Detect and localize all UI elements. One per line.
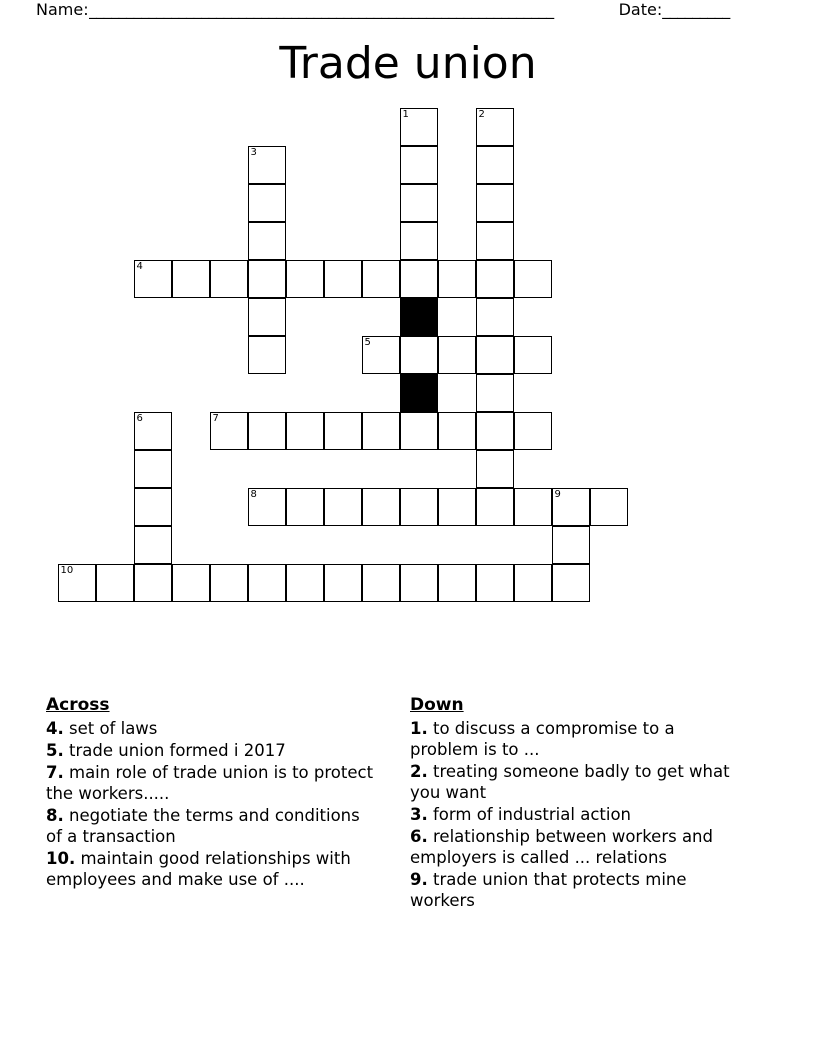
name-date-header [36, 0, 780, 28]
grid-cell[interactable] [514, 260, 552, 298]
grid-cell[interactable] [476, 184, 514, 222]
grid-cell[interactable] [590, 488, 628, 526]
grid-cell[interactable] [172, 564, 210, 602]
grid-cell[interactable] [286, 412, 324, 450]
crossword-grid-area [0, 108, 816, 668]
grid-cell[interactable] [476, 146, 514, 184]
clue-number: 9. [410, 870, 428, 889]
grid-cell[interactable] [248, 488, 286, 526]
grid-cell[interactable] [134, 450, 172, 488]
grid-cell[interactable] [476, 108, 514, 146]
grid-cell[interactable] [476, 336, 514, 374]
clue-across-7 [46, 762, 376, 804]
grid-cell[interactable] [286, 260, 324, 298]
clue-text: set of laws [69, 719, 158, 738]
grid-cell[interactable] [248, 336, 286, 374]
grid-cell-number: 4 [136, 261, 143, 272]
grid-cell[interactable] [400, 108, 438, 146]
grid-cell[interactable] [400, 412, 438, 450]
grid-cell-number: 5 [364, 337, 371, 348]
grid-cell-number: 3 [250, 147, 257, 158]
grid-cell[interactable] [324, 260, 362, 298]
across-heading: Across [46, 695, 110, 715]
clue-number: 8. [46, 806, 64, 825]
clue-text: relationship between workers and employers is called ... relations [410, 827, 713, 867]
grid-cell[interactable] [172, 260, 210, 298]
clue-text: main role of trade union is to protect the workers..... [46, 763, 374, 803]
clue-across-5 [46, 740, 376, 761]
grid-cell[interactable] [400, 488, 438, 526]
clue-number: 5. [46, 741, 64, 760]
grid-cell[interactable] [400, 184, 438, 222]
clue-down-3 [410, 804, 740, 825]
grid-cell[interactable] [362, 412, 400, 450]
grid-cell[interactable] [324, 488, 362, 526]
clue-text: to discuss a compromise to a problem is to ... [410, 719, 675, 759]
clue-number: 4. [46, 719, 64, 738]
grid-cell[interactable] [248, 222, 286, 260]
grid-cell[interactable] [362, 336, 400, 374]
grid-cell[interactable] [400, 222, 438, 260]
grid-cell[interactable] [514, 412, 552, 450]
grid-cell[interactable] [438, 488, 476, 526]
clue-down-9 [410, 869, 740, 911]
clues-section [46, 695, 786, 912]
grid-cell[interactable] [476, 222, 514, 260]
grid-cell[interactable] [476, 450, 514, 488]
clue-number: 3. [410, 805, 428, 824]
grid-cell[interactable] [324, 412, 362, 450]
date-label: Date: [618, 0, 663, 19]
clue-number: 1. [410, 719, 428, 738]
grid-block-cell [400, 374, 438, 412]
grid-cell[interactable] [324, 564, 362, 602]
clue-text: treating someone badly to get what you want [410, 762, 730, 802]
down-clues-column [410, 695, 740, 912]
page-title: Trade union [279, 38, 537, 89]
grid-cell[interactable] [400, 260, 438, 298]
grid-cell[interactable] [476, 298, 514, 336]
clue-across-8 [46, 805, 376, 847]
grid-block-cell [400, 298, 438, 336]
grid-cell[interactable] [210, 260, 248, 298]
grid-cell[interactable] [362, 564, 400, 602]
crossword-grid[interactable] [58, 108, 758, 668]
date-write-line[interactable]: _________ [662, 0, 730, 19]
clue-across-4 [46, 718, 376, 739]
clue-text: trade union that protects mine workers [410, 870, 687, 910]
grid-cell[interactable] [514, 564, 552, 602]
clue-across-10 [46, 848, 376, 890]
grid-cell[interactable] [476, 488, 514, 526]
grid-cell[interactable] [400, 146, 438, 184]
down-heading: Down [410, 695, 464, 715]
grid-cell[interactable] [248, 260, 286, 298]
grid-cell[interactable] [438, 564, 476, 602]
grid-cell[interactable] [438, 336, 476, 374]
grid-cell[interactable] [58, 564, 96, 602]
grid-cell[interactable] [400, 564, 438, 602]
clue-down-1 [410, 718, 740, 760]
grid-cell[interactable] [552, 564, 590, 602]
grid-cell[interactable] [286, 488, 324, 526]
grid-cell[interactable] [476, 374, 514, 412]
name-label: Name: [36, 0, 89, 19]
grid-cell[interactable] [96, 564, 134, 602]
grid-cell[interactable] [362, 488, 400, 526]
grid-cell[interactable] [362, 260, 400, 298]
clue-text: maintain good relationships with employees and make use of .... [46, 849, 351, 889]
grid-cell[interactable] [400, 336, 438, 374]
name-write-line[interactable]: ______________________________________________________________ [88, 0, 554, 19]
grid-cell[interactable] [134, 412, 172, 450]
grid-cell-number: 7 [212, 413, 219, 424]
grid-cell[interactable] [248, 564, 286, 602]
grid-cell[interactable] [248, 412, 286, 450]
grid-cell[interactable] [210, 564, 248, 602]
grid-cell[interactable] [248, 146, 286, 184]
clue-text: form of industrial action [433, 805, 631, 824]
grid-cell[interactable] [438, 412, 476, 450]
grid-cell[interactable] [134, 488, 172, 526]
grid-cell[interactable] [438, 260, 476, 298]
clue-down-6 [410, 826, 740, 868]
grid-cell-number: 9 [554, 489, 561, 500]
grid-cell-number: 8 [250, 489, 257, 500]
grid-cell-number: 10 [60, 565, 74, 576]
grid-cell[interactable] [134, 260, 172, 298]
grid-cell[interactable] [552, 526, 590, 564]
across-clues-column [46, 695, 376, 912]
clue-number: 10. [46, 849, 76, 868]
grid-cell[interactable] [476, 260, 514, 298]
grid-cell-number: 1 [402, 109, 409, 120]
clue-number: 6. [410, 827, 428, 846]
grid-cell[interactable] [514, 336, 552, 374]
clue-text: trade union formed i 2017 [69, 741, 286, 760]
grid-cell[interactable] [476, 412, 514, 450]
grid-cell-number: 2 [478, 109, 485, 120]
grid-cell[interactable] [210, 412, 248, 450]
grid-cell[interactable] [134, 526, 172, 564]
grid-cell-number: 6 [136, 413, 143, 424]
clue-number: 7. [46, 763, 64, 782]
clue-text: negotiate the terms and conditions of a transaction [46, 806, 360, 846]
grid-cell[interactable] [514, 488, 552, 526]
grid-cell[interactable] [476, 564, 514, 602]
clue-number: 2. [410, 762, 428, 781]
grid-cell[interactable] [248, 298, 286, 336]
grid-cell[interactable] [248, 184, 286, 222]
grid-cell[interactable] [134, 564, 172, 602]
clue-down-2 [410, 761, 740, 803]
grid-cell[interactable] [286, 564, 324, 602]
grid-cell[interactable] [552, 488, 590, 526]
